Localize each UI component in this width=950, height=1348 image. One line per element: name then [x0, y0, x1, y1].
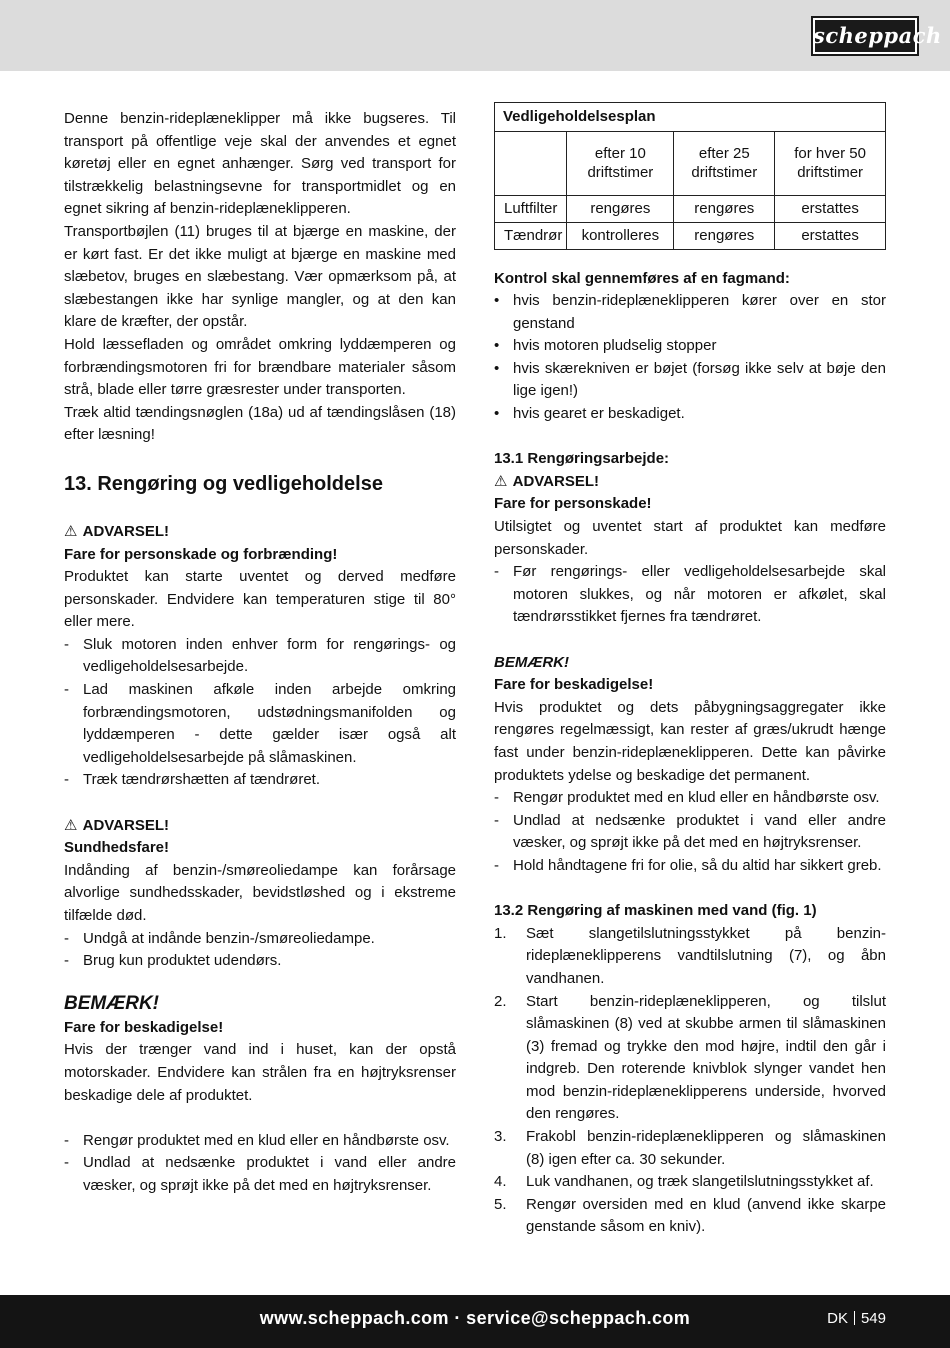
step-item: [494, 923, 886, 991]
subsection-title: 13.1 Rengøringsarbejde:: [494, 450, 670, 468]
list-item: [494, 403, 886, 426]
table-caption: Vedligeholdelsesplan: [495, 103, 886, 132]
dash-marker: -: [494, 811, 499, 829]
warning-icon: ⚠: [64, 816, 78, 834]
step-item: [494, 1194, 886, 1239]
warning-icon: ⚠: [64, 522, 78, 540]
list-item-text: hvis gearet er beskadiget.: [513, 405, 685, 423]
list-item: [64, 1130, 456, 1153]
step-text: Start benzin-rideplæneklipperen, og tilslut slåmaskinen (8) ved at skubbe armen til slåmaskinen (3) fremad og trykke den mod højre, indtil den går i indgreb. Den roterende knivblok slynger vandet hen mod benzin-rideplæneklipperens underside, hvorved den rengøres.: [526, 992, 886, 1123]
note-text: Hvis der trænger vand ind i huset, kan der opstå motorskader. Endvidere kan strålen fra en højtryksrenser beskadige dele af produktet.: [64, 1041, 456, 1104]
table-cell: rengøres: [674, 222, 775, 249]
check-list: [494, 290, 886, 426]
list-item-text: Træk tændrørshætten af tændrøret.: [83, 771, 321, 789]
dash-marker: -: [64, 681, 69, 699]
bullet-marker: •: [494, 359, 500, 377]
note-subtitle: Fare for beskadigelse!: [64, 1018, 224, 1036]
warning-subtitle: Fare for personskade!: [494, 495, 652, 513]
right-column: [494, 102, 886, 1239]
warning-heading: [494, 471, 886, 494]
warning-icon: ⚠: [494, 472, 508, 490]
step-number: 2.: [494, 992, 507, 1010]
footer-bar: [0, 1295, 950, 1348]
list-item-text: Før rengørings- eller vedligeholdelsesarbejde skal motoren slukkes, og når motoren er afkølet, skal tændrørsstikket fjernes fra tændrøret.: [513, 563, 886, 626]
language-code: DK: [827, 1310, 848, 1327]
list-item-text: Sluk motoren inden enhver form for rengørings- og vedligeholdelsesarbejde.: [83, 635, 456, 676]
list-item-text: Brug kun produktet udendørs.: [83, 952, 282, 970]
bullet-marker: •: [494, 337, 500, 355]
warning-label: ADVARSEL!: [512, 472, 600, 490]
table-header-cell: for hver 50 driftstimer: [775, 131, 886, 195]
warning-subtitle: Fare for personskade og forbrænding!: [64, 545, 338, 563]
list-item-text: Rengør produktet med en klud eller en håndbørste osv.: [83, 1131, 450, 1149]
table-cell: erstattes: [775, 195, 886, 222]
intro-paragraph: Træk altid tændingsnøglen (18a) ud af tændingslåsen (18) efter læsning!: [64, 403, 456, 444]
list-item: [64, 1152, 456, 1197]
brand-logo: scheppach: [811, 16, 919, 56]
step-item: [494, 1171, 886, 1194]
maintenance-table: [494, 102, 886, 250]
list-item: [494, 787, 886, 810]
step-number: 4.: [494, 1173, 507, 1191]
note-heading: BEMÆRK!: [64, 992, 159, 1014]
warning-heading: [64, 815, 456, 838]
step-item: [494, 991, 886, 1127]
step-text: Luk vandhanen, og træk slangetilslutningsstykket af.: [526, 1173, 874, 1191]
table-header-cell: efter 10 driftstimer: [567, 131, 674, 195]
list-item: [64, 679, 456, 769]
step-text: Frakobl benzin-rideplæneklipperen og slåmaskinen (8) igen efter ca. 30 sekunder.: [526, 1128, 886, 1168]
dash-marker: -: [64, 1154, 69, 1172]
note-subtitle: Fare for beskadigelse!: [494, 676, 654, 694]
list-item-text: Undlad at nedsænke produktet i vand eller andre væsker, og sprøjt ikke på det med en højtryksrenser.: [513, 811, 886, 852]
table-header-cell: efter 25 driftstimer: [674, 131, 775, 195]
list-item: [494, 855, 886, 878]
header-band: [0, 0, 950, 71]
list-item: [494, 358, 886, 403]
warning-text: Indånding af benzin-/smøreoliedampe kan forårsage alvorlige sundhedsskader, bevidstløshed og i ekstreme tilfælde død.: [64, 861, 456, 924]
table-cell: Luftfilter: [495, 195, 567, 222]
list-item-text: Lad maskinen afkøle inden arbejde omkring forbrændingsmotoren, udstødningsmanifolden og lyddæmperen - dette gælder især også alt vedligeholdelsesarbejde på slåmaskinen.: [83, 681, 456, 766]
step-number: 1.: [494, 924, 507, 942]
warning-list: [494, 561, 886, 629]
step-text: Sæt slangetilslutningsstykket på benzin-rideplæneklipperens vandtilslutning (7), og åbn vandhanen.: [526, 924, 886, 987]
dash-marker: -: [64, 952, 69, 970]
steps-list: [494, 923, 886, 1239]
list-item: [64, 634, 456, 679]
table-cell: Tændrør: [495, 222, 567, 249]
list-item-text: hvis skærekniven er bøjet (forsøg ikke selv at bøje den lige igen!): [513, 359, 886, 400]
bullet-marker: •: [494, 292, 500, 310]
table-cell: rengøres: [567, 195, 674, 222]
footer-web-link[interactable]: www.scheppach.com · service@scheppach.com: [259, 1308, 691, 1328]
step-number: 5.: [494, 1195, 507, 1213]
note-list: [64, 1130, 456, 1198]
list-item: [64, 769, 456, 792]
table-cell: kontrolleres: [567, 222, 674, 249]
list-item-text: Undlad at nedsænke produktet i vand eller andre væsker, og sprøjt ikke på det med en højtryksrenser.: [83, 1154, 456, 1194]
check-title: Kontrol skal gennemføres af en fagmand:: [494, 269, 790, 287]
list-item: [494, 810, 886, 855]
warning-list: [64, 928, 456, 973]
subsection-title: 13.2 Rengøring af maskinen med vand (fig. 1): [494, 902, 817, 920]
warning-text: Produktet kan starte uventet og derved medføre personskader. Endvidere kan temperaturen stige til 80° eller mere.: [64, 568, 456, 631]
bullet-marker: •: [494, 405, 500, 423]
warning-heading: [64, 521, 456, 544]
step-text: Rengør oversiden med en klud (anvend ikke skarpe genstande såsom en kniv).: [526, 1195, 886, 1236]
list-item-text: Hold håndtagene fri for olie, så du altid har sikkert greb.: [513, 856, 882, 874]
dash-marker: -: [494, 856, 499, 874]
page-indicator: [827, 1310, 886, 1327]
dash-marker: -: [494, 789, 499, 807]
warning-list: [64, 634, 456, 792]
note-list: [494, 787, 886, 877]
dash-marker: -: [494, 563, 499, 581]
table-cell: rengøres: [674, 195, 775, 222]
intro-paragraph: Hold læssefladen og området omkring lyddæmperen og forbrændingsmotoren fri for brændbare materialer såsom strå, blade eller tørre græsrester under transporten.: [64, 335, 456, 399]
table-header-cell: [495, 131, 567, 195]
list-item-text: hvis motoren pludselig stopper: [513, 337, 717, 355]
table-header-row: [495, 131, 886, 195]
separator: [854, 1311, 855, 1325]
list-item-text: hvis benzin-rideplæneklipperen kører over en stor genstand: [513, 292, 886, 332]
page-number: 549: [860, 1310, 886, 1327]
intro-paragraph: Transportbøjlen (11) bruges til at bjærge en maskine, der er kørt fast. Er det ikke muligt at bjærge en maskine med slæbetov, bruges en slæbestang. Vær opmærksom på, at slæbestangen ikke har synlige mangler, og at den kan klare de kræfter, der opstår.: [64, 222, 456, 331]
list-item: [494, 561, 886, 629]
list-item: [64, 950, 456, 973]
list-item: [494, 290, 886, 335]
intro-paragraph: Denne benzin-rideplæneklipper må ikke bugseres. Til transport på offentlige veje skal der anvendes et egnet køretøj eller en egnet anhænger. Sørg ved transport for tilstrækkelig belastningsevne for transportmidlet og en egnet sikring af benzin-rideplæneklipperen.: [64, 110, 456, 218]
dash-marker: -: [64, 1131, 69, 1149]
table-cell: erstattes: [775, 222, 886, 249]
list-item: [494, 335, 886, 358]
section-title: 13. Rengøring og vedligeholdelse: [64, 472, 383, 495]
dash-marker: -: [64, 635, 69, 653]
step-item: [494, 1126, 886, 1171]
note-heading: BEMÆRK!: [494, 653, 569, 671]
note-text: Hvis produktet og dets påbygningsaggregater ikke rengøres regelmæssigt, kan rester af græs/ukrudt hænge fast under benzin-rideplæneklipperen. Dette kan påvirke produktets ydelse og beskadige det permanent.: [494, 698, 886, 784]
warning-subtitle: Sundhedsfare!: [64, 839, 170, 857]
list-item-text: Rengør produktet med en klud eller en håndbørste osv.: [513, 789, 880, 807]
warning-text: Utilsigtet og uventet start af produktet kan medføre personskader.: [494, 518, 886, 558]
left-column: [64, 108, 456, 1198]
step-number: 3.: [494, 1128, 507, 1146]
dash-marker: -: [64, 771, 69, 789]
list-item-text: Undgå at indånde benzin-/smøreoliedampe.: [83, 929, 375, 947]
table-row: [495, 195, 886, 222]
table-row: [495, 222, 886, 249]
dash-marker: -: [64, 929, 69, 947]
list-item: [64, 928, 456, 951]
warning-label: ADVARSEL!: [82, 816, 170, 834]
warning-label: ADVARSEL!: [82, 522, 170, 540]
